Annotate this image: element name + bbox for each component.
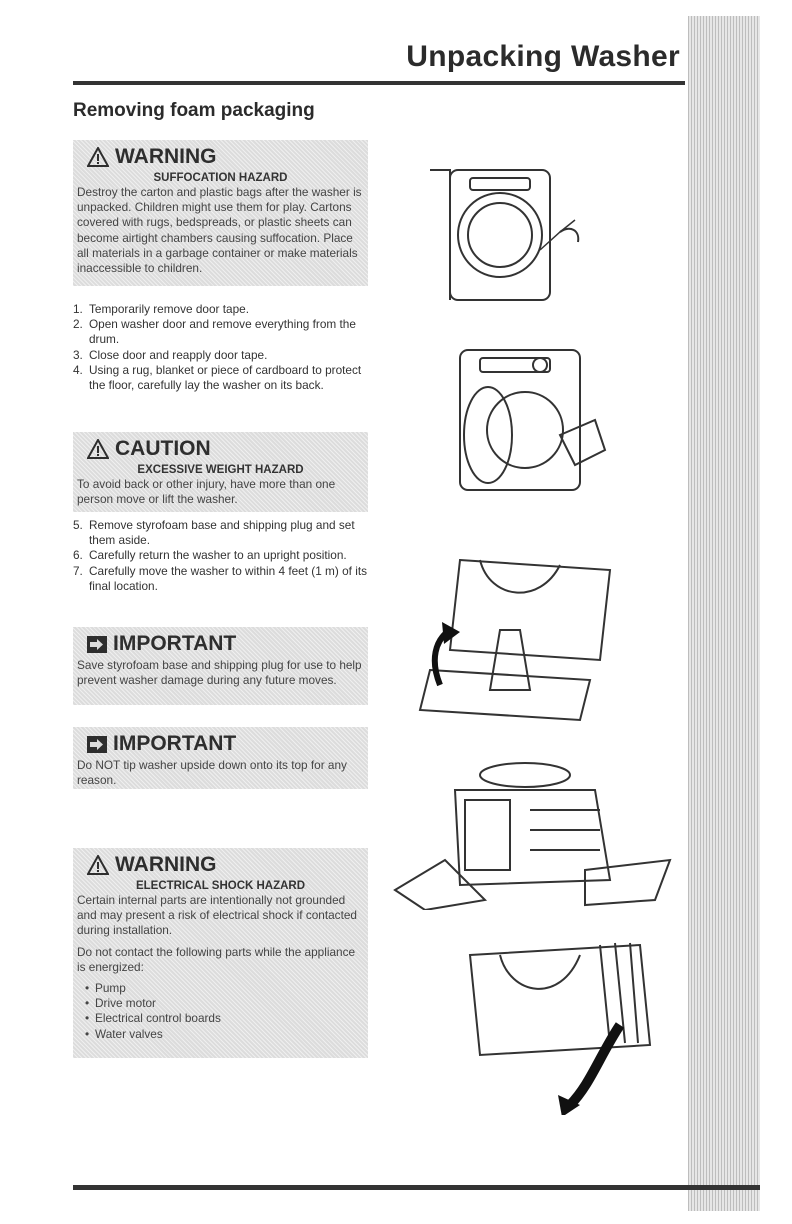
warning-heading: WARNING — [115, 853, 217, 876]
warning-triangle-icon — [87, 147, 109, 167]
warning-paragraph: Destroy the carton and plastic bags after the washer is unpacked. Children might use them for play. Cartons covered with rugs, bedspreads, or plastic sheets can become airtight chambers causing suffocation. Place all materials in a garbage container or make materials inaccessible to children. — [77, 185, 362, 276]
caution-weight-box — [73, 432, 368, 512]
important-text — [77, 758, 364, 788]
warning-suffocation-box — [73, 140, 368, 286]
caution-header — [77, 436, 364, 462]
header-rule — [73, 81, 685, 85]
important-text — [77, 658, 364, 688]
important-arrow-icon — [87, 636, 107, 653]
warning-suffocation-header — [77, 144, 364, 170]
warning-text — [77, 185, 364, 276]
footer-rule — [73, 1185, 760, 1190]
steps-list-b — [73, 518, 373, 594]
important-header — [77, 731, 364, 757]
warning-electrical-box — [73, 848, 368, 1058]
caution-paragraph: To avoid back or other injury, have more than one person move or lift the washer. — [77, 477, 336, 507]
page-title: Unpacking Washer — [406, 40, 680, 73]
list-item: • Electrical control boards — [77, 1011, 364, 1026]
washer-open-door-illustration — [420, 340, 620, 500]
warning-heading: WARNING — [115, 145, 217, 168]
list-item: 4. Using a rug, blanket or piece of cardboard to protect the floor, carefully lay the washer on its back. — [73, 362, 362, 393]
warning-paragraph: Do not contact the following parts while the appliance is energized: — [77, 944, 356, 974]
important-paragraph: Do NOT tip washer upside down onto its top for any reason. — [77, 758, 347, 788]
remove-foam-base-illustration — [385, 750, 675, 910]
warning-electrical-header — [77, 852, 364, 878]
washer-return-upright-illustration — [440, 935, 670, 1115]
list-item: • Drive motor — [77, 996, 364, 1011]
hazard-subheading: SUFFOCATION HAZARD — [153, 172, 288, 184]
washer-lay-on-back-illustration — [400, 540, 630, 730]
washer-door-tape-illustration — [410, 150, 600, 320]
important-arrow-icon — [87, 736, 107, 753]
parts-list — [77, 981, 364, 1042]
caution-text — [77, 477, 364, 507]
side-tab-strip — [688, 16, 760, 1211]
list-item: • Water valves — [77, 1027, 364, 1042]
list-item: 2. Open washer door and remove everything from the drum. — [73, 317, 356, 347]
list-item: • Pump — [77, 981, 364, 996]
section-title: Removing foam packaging — [73, 100, 315, 121]
warning-paragraph: Certain internal parts are intentionally not grounded and may present a risk of electrical shock if contacted during installation. — [77, 893, 357, 938]
list-item: 5. Remove styrofoam base and shipping plug and set them aside. — [73, 518, 355, 548]
caution-heading: CAUTION — [115, 437, 211, 460]
list-item: 1. Temporarily remove door tape. — [73, 302, 249, 316]
hazard-subheading: ELECTRICAL SHOCK HAZARD — [135, 880, 306, 892]
warning-triangle-icon — [87, 439, 109, 459]
list-item: 7. Carefully move the washer to within 4 feet (1 m) of its final location. — [73, 563, 367, 593]
important-paragraph: Save styrofoam base and shipping plug for use to help prevent washer damage during any future moves. — [77, 658, 362, 688]
list-item: 6. Carefully return the washer to an upright position. — [73, 548, 347, 563]
hazard-subheading: EXCESSIVE WEIGHT HAZARD — [137, 464, 304, 476]
list-item: 3. Close door and reapply door tape. — [73, 347, 268, 362]
warning-text — [77, 893, 364, 1042]
steps-list-a — [73, 302, 373, 393]
warning-triangle-icon — [87, 855, 109, 875]
important-header — [77, 631, 364, 657]
important-box-2 — [73, 727, 368, 789]
important-box-1 — [73, 627, 368, 705]
important-heading: IMPORTANT — [113, 632, 237, 655]
important-heading: IMPORTANT — [113, 732, 237, 755]
